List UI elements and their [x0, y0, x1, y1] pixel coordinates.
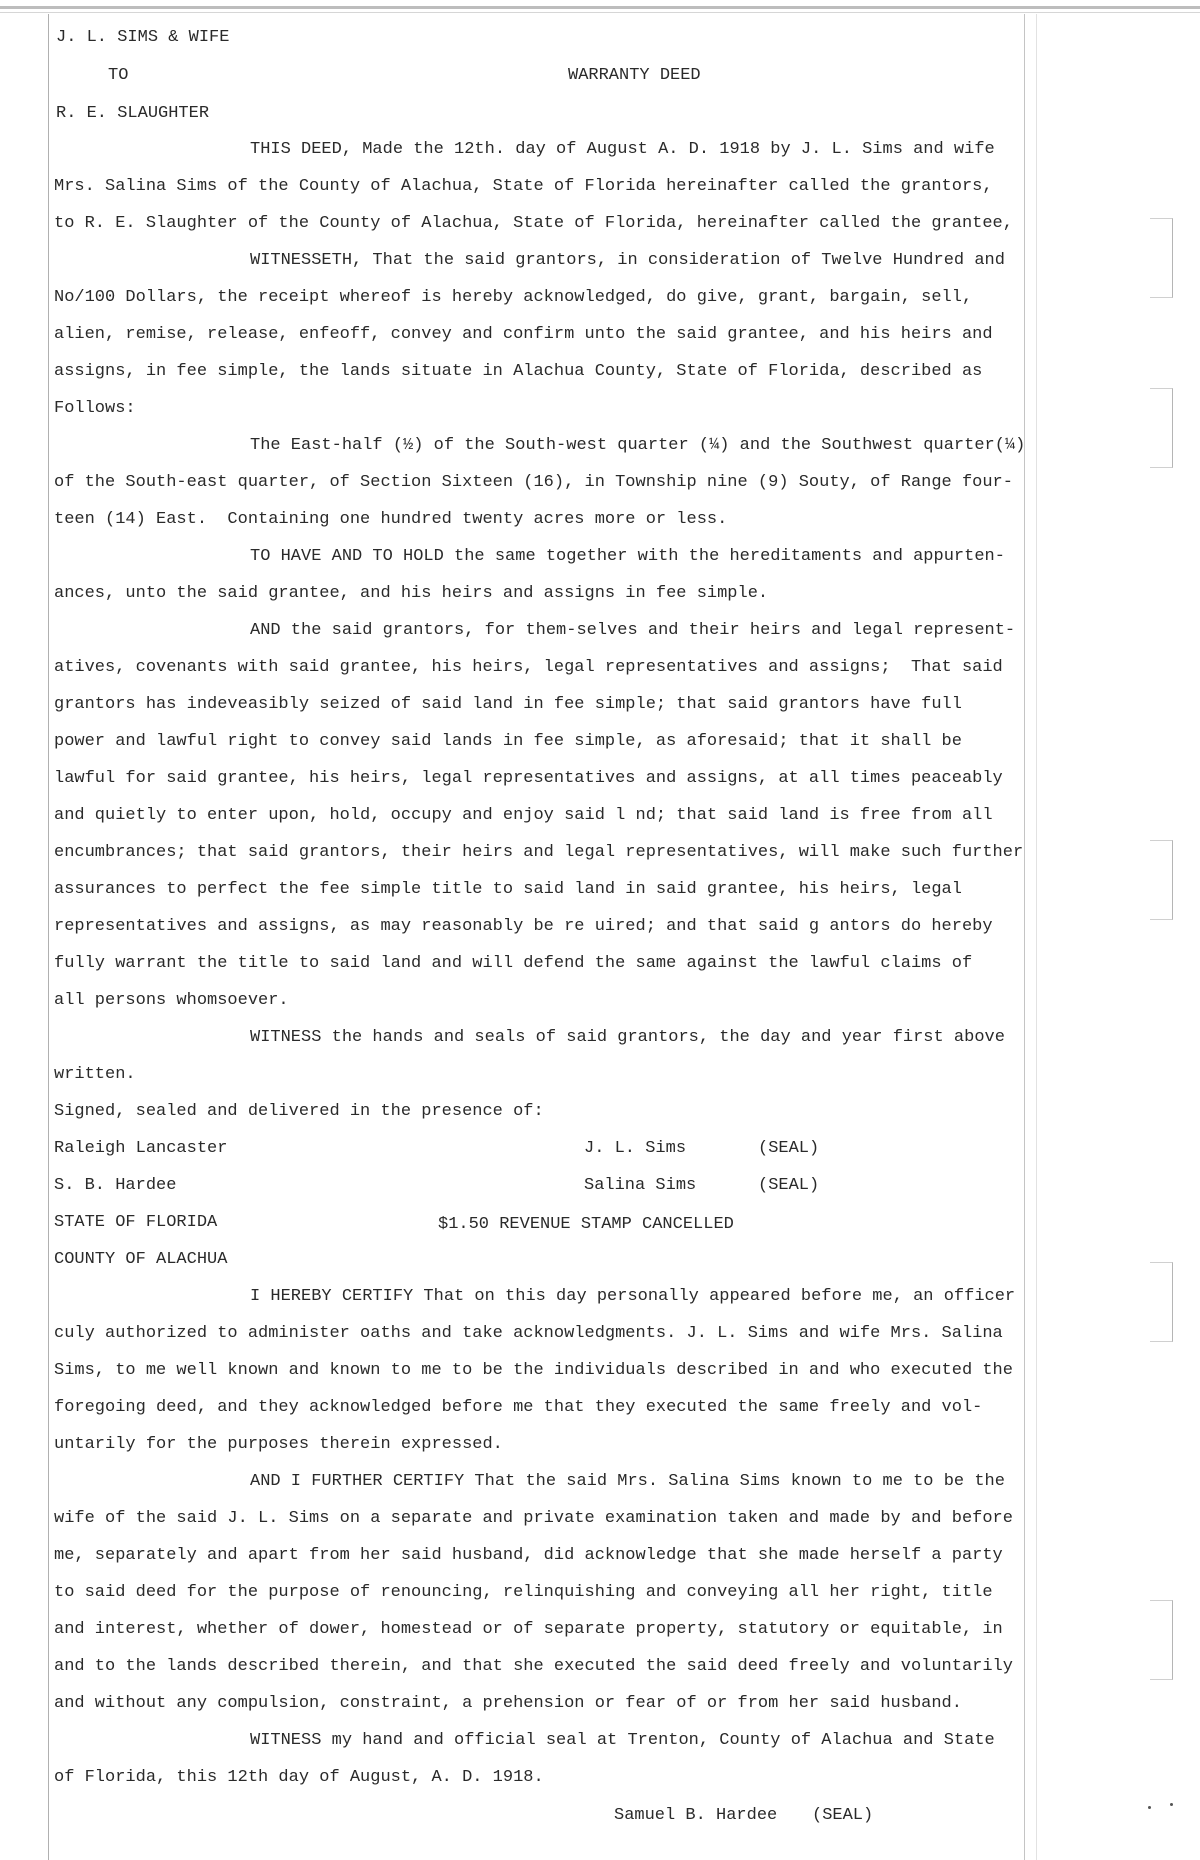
- deed-line: WITNESSETH, That the said grantors, in consideration of Twelve Hundred and: [250, 251, 1005, 270]
- deed-line: lawful for said grantee, his heirs, legal representatives and assigns, at all times peaceably: [54, 769, 1003, 788]
- to-heading: TO: [108, 66, 129, 85]
- ack-line: to said deed for the purpose of renouncing, relinquishing and conveying all her right, title: [54, 1583, 993, 1602]
- witness-name: S. B. Hardee: [54, 1176, 177, 1195]
- speck: [1170, 1803, 1173, 1806]
- deed-line: WITNESS the hands and seals of said grantors, the day and year first above: [250, 1028, 1005, 1047]
- ack-line: of Florida, this 12th day of August, A. D. 1918.: [54, 1768, 544, 1787]
- revenue-stamp-note: $1.50 REVENUE STAMP CANCELLED: [438, 1215, 734, 1234]
- deed-line: power and lawful right to convey said lands in fee simple, as aforesaid; that it shall be: [54, 732, 962, 751]
- binding-mark: [1150, 388, 1173, 468]
- ack-line: untarily for the purposes therein expressed.: [54, 1435, 503, 1454]
- ack-line: culy authorized to administer oaths and take acknowledgments. J. L. Sims and wife Mrs. Salina: [54, 1324, 1003, 1343]
- deed-line: to R. E. Slaughter of the County of Alachua, State of Florida, hereinafter called the grantee,: [54, 214, 1013, 233]
- seal-mark: (SEAL): [758, 1139, 820, 1158]
- ack-line: and interest, whether of dower, homestead or of separate property, statutory or equitable, in: [54, 1620, 1003, 1639]
- left-margin-rule: [48, 14, 49, 1860]
- deed-line: Follows:: [54, 399, 136, 418]
- deed-line: TO HAVE AND TO HOLD the same together with the hereditaments and appurten-: [250, 547, 1005, 566]
- deed-line: of the South-east quarter, of Section Sixteen (16), in Township nine (9) Souty, of Range four-: [54, 473, 1013, 492]
- binding-mark: [1150, 1262, 1173, 1342]
- deed-line: written.: [54, 1065, 136, 1084]
- ack-line: I HEREBY CERTIFY That on this day personally appeared before me, an officer: [250, 1287, 1016, 1306]
- speck: [1148, 1806, 1151, 1809]
- signed-sealed-line: Signed, sealed and delivered in the presence of:: [54, 1102, 544, 1121]
- ack-line: and without any compulsion, constraint, a prehension or fear of or from her said husband.: [54, 1694, 962, 1713]
- deed-line: assurances to perfect the fee simple title to said land in said grantee, his heirs, legal: [54, 880, 962, 899]
- deed-line: alien, remise, release, enfeoff, convey and confirm unto the said grantee, and his heirs and: [54, 325, 993, 344]
- ack-line: WITNESS my hand and official seal at Trenton, County of Alachua and State: [250, 1731, 995, 1750]
- document-title: WARRANTY DEED: [568, 66, 701, 85]
- ack-line: wife of the said J. L. Sims on a separate and private examination taken and made by and before: [54, 1509, 1013, 1528]
- deed-line: teen (14) East. Containing one hundred twenty acres more or less.: [54, 510, 728, 529]
- binding-mark: [1150, 840, 1173, 920]
- deed-line: Mrs. Salina Sims of the County of Alachua, State of Florida hereinafter called the grantors,: [54, 177, 993, 196]
- county-heading: COUNTY OF ALACHUA: [54, 1250, 228, 1269]
- ack-line: AND I FURTHER CERTIFY That the said Mrs. Salina Sims known to me to be the: [250, 1472, 1005, 1491]
- seal-mark: (SEAL): [758, 1176, 820, 1195]
- deed-line: all persons whomsoever.: [54, 991, 289, 1010]
- top-border-inner: [0, 12, 1200, 13]
- seal-mark: (SEAL): [812, 1806, 874, 1825]
- state-heading: STATE OF FLORIDA: [54, 1213, 218, 1232]
- deed-line: grantors has indeveasibly seized of said land in fee simple; that said grantors have full: [54, 695, 962, 714]
- deed-line: The East-half (½) of the South-west quarter (¼) and the Southwest quarter(¼): [250, 436, 1026, 455]
- right-margin-rule: [1024, 14, 1025, 1860]
- top-border: [0, 6, 1200, 9]
- witness-name: Raleigh Lancaster: [54, 1139, 228, 1158]
- grantor-signature: Salina Sims: [584, 1176, 697, 1195]
- deed-line: assigns, in fee simple, the lands situate in Alachua County, State of Florida, described as: [54, 362, 983, 381]
- ack-line: Sims, to me well known and known to me to be the individuals described in and who executed the: [54, 1361, 1013, 1380]
- binding-mark: [1150, 1600, 1173, 1680]
- deed-line: fully warrant the title to said land and will defend the same against the lawful claims of: [54, 954, 973, 973]
- deed-line: representatives and assigns, as may reasonably be re uired; and that said g antors do hereby: [54, 917, 993, 936]
- deed-line: THIS DEED, Made the 12th. day of August A. D. 1918 by J. L. Sims and wife: [250, 140, 995, 159]
- deed-line: AND the said grantors, for them-selves and their heirs and legal represent-: [250, 621, 1016, 640]
- grantor-heading: J. L. SIMS & WIFE: [56, 28, 230, 47]
- ack-line: me, separately and apart from her said husband, did acknowledge that she made herself a party: [54, 1546, 1003, 1565]
- ack-line: foregoing deed, and they acknowledged before me that they executed the same freely and vol-: [54, 1398, 983, 1417]
- deed-line: ances, unto the said grantee, and his heirs and assigns in fee simple.: [54, 584, 769, 603]
- deed-line: and quietly to enter upon, hold, occupy and enjoy said l nd; that said land is free from all: [54, 806, 993, 825]
- binding-mark: [1150, 218, 1173, 298]
- deed-line: atives, covenants with said grantee, his heirs, legal representatives and assigns; That said: [54, 658, 1003, 677]
- right-margin-rule-inner: [1036, 14, 1037, 1860]
- grantee-heading: R. E. SLAUGHTER: [56, 104, 210, 123]
- deed-line: encumbrances; that said grantors, their heirs and legal representatives, will make such further: [54, 843, 1024, 862]
- officer-signature: Samuel B. Hardee: [614, 1806, 778, 1825]
- ack-line: and to the lands described therein, and that she executed the said deed freely and voluntarily: [54, 1657, 1013, 1676]
- grantor-signature: J. L. Sims: [584, 1139, 687, 1158]
- deed-line: No/100 Dollars, the receipt whereof is hereby acknowledged, do give, grant, bargain, sell,: [54, 288, 973, 307]
